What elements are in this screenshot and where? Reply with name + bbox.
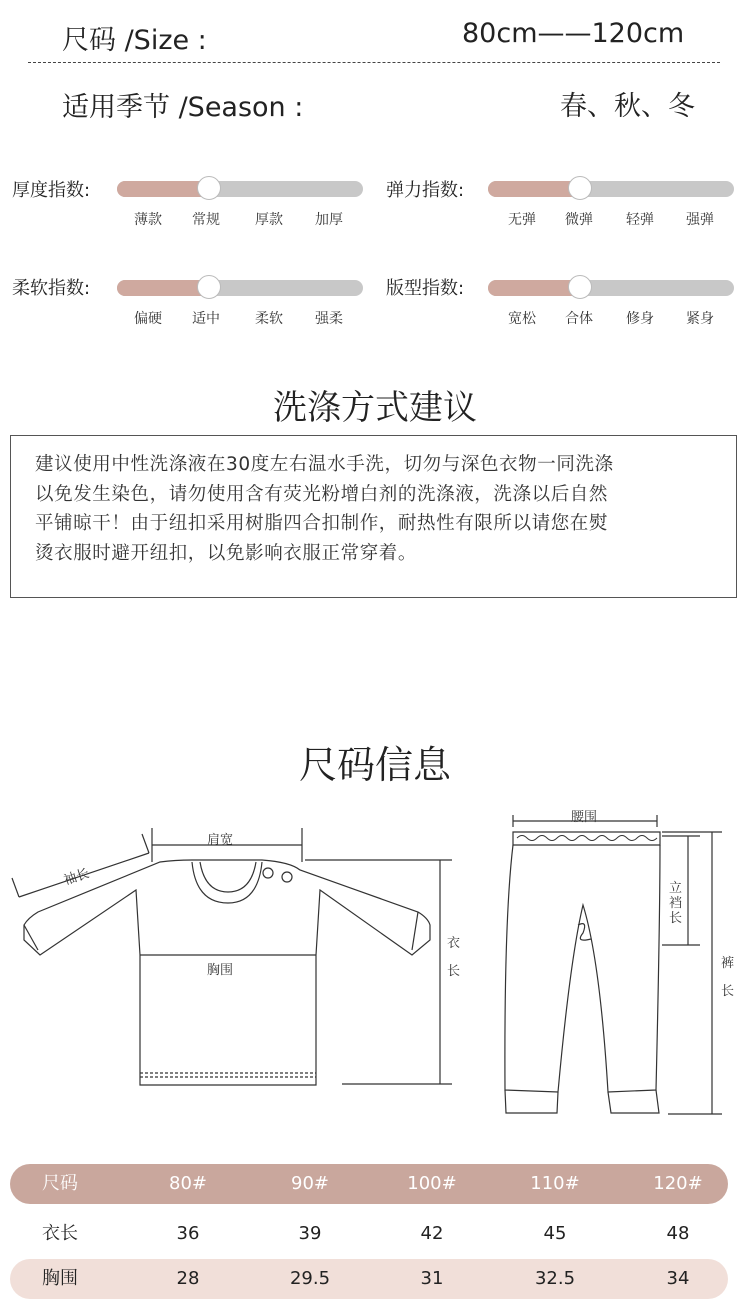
tick: 加厚 (315, 212, 343, 228)
index-knob (197, 275, 221, 299)
table-cell: 胸围 (42, 1268, 78, 1289)
tick: 偏硬 (134, 311, 162, 327)
rise-label-1: 立 (669, 881, 683, 896)
index-track (488, 280, 734, 296)
shirt-length-label-2: 长 (447, 964, 461, 979)
index-label: 柔软指数: (12, 278, 91, 299)
pants-length-label-1: 裤 (721, 956, 735, 971)
table-header-row (10, 1164, 728, 1204)
tick: 紧身 (686, 311, 714, 327)
tick: 无弹 (508, 212, 536, 228)
waist-label: 腰围 (571, 810, 598, 825)
table-cell: 42 (420, 1223, 444, 1244)
size-label: 尺码 /Size : (62, 25, 207, 56)
care-title: 洗涤方式建议 (273, 388, 477, 428)
shirt-diagram (0, 815, 470, 1100)
index-fill (488, 280, 580, 296)
care-line: 烫衣服时避开纽扣，以免影响衣服正常穿着。 (35, 542, 418, 564)
table-cell: 31 (420, 1268, 444, 1289)
table-row (10, 1259, 728, 1299)
shoulder-label: 肩宽 (207, 833, 234, 848)
rise-label-2: 裆 (669, 896, 683, 911)
tick: 强柔 (315, 311, 343, 327)
care-line: 平铺晾干！由于纽扣采用树脂四合扣制作，耐热性有限所以请您在熨 (35, 513, 609, 534)
table-row (10, 1214, 728, 1254)
table-cell: 36 (176, 1223, 200, 1244)
tick: 修身 (626, 311, 654, 327)
index-track (488, 181, 734, 197)
size-info-title: 尺码信息 (298, 743, 451, 787)
table-cell: 45 (543, 1223, 567, 1244)
table-header-cell: 90# (291, 1173, 329, 1194)
table-cell: 28 (176, 1268, 200, 1289)
pants-length-label-2: 长 (721, 984, 735, 999)
size-range: 80cm——120cm (462, 18, 685, 49)
table-header-cell: 80# (169, 1173, 207, 1194)
index-knob (568, 176, 592, 200)
tick: 常规 (192, 212, 220, 228)
tick: 合体 (565, 311, 593, 327)
index-fill (117, 280, 209, 296)
index-knob (197, 176, 221, 200)
sleeve-label: 袖长 (61, 866, 92, 889)
tick: 柔软 (255, 311, 283, 327)
care-line: 建议使用中性洗涤液在30度左右温水手洗，切勿与深色衣物一同洗涤 (35, 454, 614, 475)
index-label: 弹力指数: (386, 180, 465, 201)
table-cell: 衣长 (42, 1223, 78, 1244)
index-label: 厚度指数: (12, 180, 91, 201)
rise-label-3: 长 (669, 911, 683, 926)
care-line: 以免发生染色，请勿使用含有荧光粉增白剂的洗涤液，洗涤以后自然 (35, 483, 609, 505)
tick: 宽松 (508, 311, 536, 327)
tick: 轻弹 (626, 212, 654, 228)
table-header-cell: 120# (653, 1173, 703, 1194)
table-header-cell: 110# (530, 1173, 580, 1194)
chest-label: 胸围 (207, 963, 234, 978)
table-header-cell: 100# (407, 1173, 457, 1194)
index-fill (117, 181, 209, 197)
table-cell: 32.5 (534, 1268, 576, 1289)
index-track (117, 181, 363, 197)
tick: 厚款 (255, 212, 283, 228)
season-label: 适用季节 /Season : (62, 92, 304, 123)
tick: 微弹 (565, 212, 593, 228)
tick: 强弹 (686, 212, 714, 228)
table-cell: 39 (298, 1223, 322, 1244)
care-text (35, 450, 715, 568)
table-header-cell: 尺码 (42, 1173, 78, 1194)
table-cell: 29.5 (289, 1268, 331, 1289)
index-fill (488, 181, 580, 197)
index-label: 版型指数: (386, 278, 465, 299)
tick: 薄款 (134, 212, 162, 228)
pants-diagram (495, 815, 745, 1120)
index-track (117, 280, 363, 296)
table-cell: 34 (666, 1268, 690, 1289)
season-value: 春、秋、冬 (560, 91, 695, 122)
tick: 适中 (192, 311, 220, 327)
care-box (10, 435, 737, 598)
dashed-divider (28, 62, 720, 63)
table-cell: 48 (666, 1223, 690, 1244)
shirt-length-label-1: 衣 (447, 936, 461, 951)
index-knob (568, 275, 592, 299)
